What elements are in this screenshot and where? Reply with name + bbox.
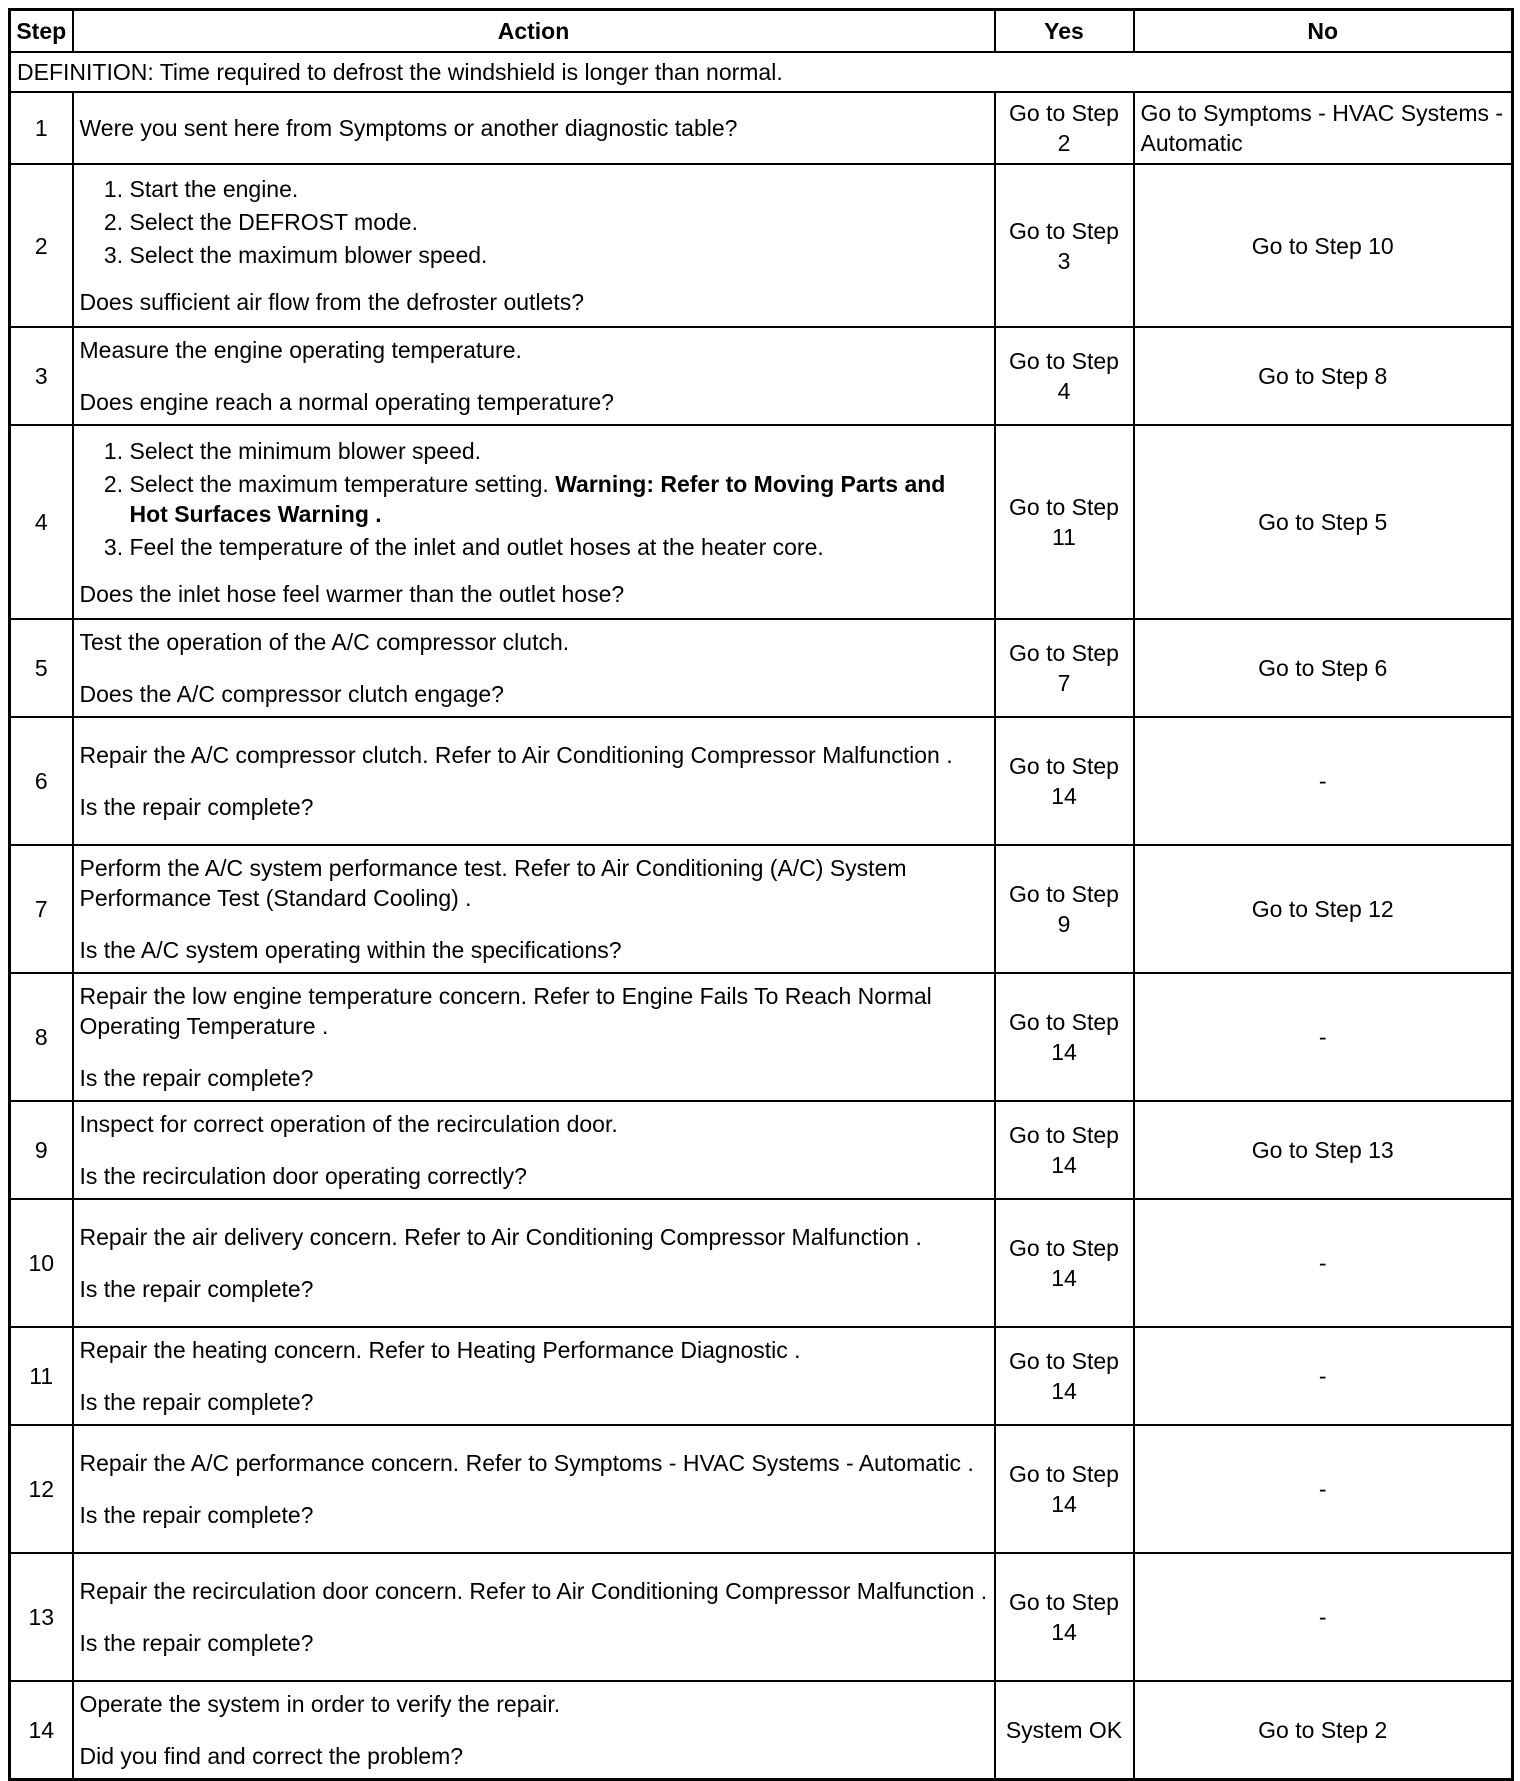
action-text: Repair the A/C performance concern. Refer to Symptoms - HVAC Systems - Automatic . [79,1450,974,1476]
step-number: 10 [10,1199,73,1327]
table-row [10,327,1513,425]
table-row [10,425,1513,619]
step-number: 8 [10,973,73,1101]
yes-cell: Go to Step 14 [995,973,1134,1101]
table-row [10,973,1513,1101]
action-list [80,436,988,562]
yes-cell: Go to Step 14 [995,1199,1134,1327]
question-text: Is the repair complete? [79,1276,314,1302]
question-text: Is the recirculation door operating correctly? [79,1163,527,1189]
yes-cell: Go to Step 14 [995,1101,1134,1199]
diagnostic-table [8,8,1514,1781]
step-number: 14 [10,1681,73,1779]
action-text: Repair the air delivery concern. Refer to Air Conditioning Compressor Malfunction . [79,1224,922,1250]
no-cell: - [1134,1327,1513,1425]
yes-cell: Go to Step 11 [995,425,1134,619]
yes-cell: Go to Step 9 [995,845,1134,973]
list-item: 1. Start the engine. [130,174,988,204]
action-text: Measure the engine operating temperature. [79,337,522,363]
action-cell [73,1199,995,1327]
step-number: 1 [10,92,73,164]
table-row [10,1199,1513,1327]
question-text: Did you find and correct the problem? [79,1742,464,1769]
action-text: Test the operation of the A/C compressor clutch. [79,629,570,655]
yes-cell: Go to Step 14 [995,1425,1134,1553]
step-number: 13 [10,1553,73,1681]
yes-cell: Go to Step 4 [995,327,1134,425]
question-text: Is the repair complete? [79,1630,314,1656]
action-cell [73,717,995,845]
step-number: 4 [10,425,73,619]
step-number: 9 [10,1101,73,1199]
action-cell [73,845,995,973]
no-cell: Go to Step 6 [1134,619,1513,717]
question-text: Is the A/C system operating within the specifications? [79,937,622,963]
no-cell: Go to Step 2 [1134,1681,1513,1779]
action-cell [73,619,995,717]
action-text: Inspect for correct operation of the recirculation door. [79,1111,618,1137]
action-cell [73,92,995,164]
table-row [10,1327,1513,1425]
step-number: 3 [10,327,73,425]
question-text: Does sufficient air flow from the defroster outlets? [79,289,585,315]
step-number: 7 [10,845,73,973]
yes-cell: Go to Step 2 [995,92,1134,164]
warning-link[interactable]: Warning: Refer to Moving Parts and Hot Surfaces Warning . [129,470,946,527]
table-row [10,845,1513,973]
question-text: Does the A/C compressor clutch engage? [79,681,504,707]
yes-cell: Go to Step 14 [995,1327,1134,1425]
no-cell: Go to Step 12 [1134,845,1513,973]
action-cell [73,1681,995,1779]
step-number: 2 [10,164,73,327]
action-cell [73,1101,995,1199]
definition-text: DEFINITION: Time required to defrost the windshield is longer than normal. [10,52,1513,92]
list-item: 2. Select the DEFROST mode. [130,207,988,237]
action-text: Repair the heating concern. Refer to Heating Performance Diagnostic . [79,1337,801,1363]
header-step: Step [10,10,73,53]
question-text: Does engine reach a normal operating temperature? [79,389,614,415]
question-text: Is the repair complete? [79,1502,314,1528]
header-action: Action [73,10,995,53]
table-row [10,92,1513,164]
step-number: 11 [10,1327,73,1425]
question-text: Is the repair complete? [79,794,314,820]
table-row [10,1425,1513,1553]
yes-cell: Go to Step 7 [995,619,1134,717]
action-text: Operate the system in order to verify the repair. [79,1690,561,1717]
no-cell: Go to Step 13 [1134,1101,1513,1199]
list-item-text: Select the maximum temperature setting. [129,470,549,497]
no-cell: - [1134,973,1513,1101]
no-cell: Go to Symptoms - HVAC Systems - Automatic [1134,92,1513,164]
header-no: No [1134,10,1513,53]
definition-row [10,52,1513,92]
header-yes: Yes [995,10,1134,53]
yes-cell: Go to Step 14 [995,1553,1134,1681]
table-row [10,717,1513,845]
yes-cell: Go to Step 3 [995,164,1134,327]
no-cell: Go to Step 5 [1134,425,1513,619]
table-row [10,1681,1513,1779]
action-cell [73,1553,995,1681]
no-cell: - [1134,1553,1513,1681]
action-text: Repair the A/C compressor clutch. Refer to Air Conditioning Compressor Malfunction . [79,742,953,768]
action-cell [73,973,995,1101]
step-number: 5 [10,619,73,717]
action-cell [73,425,995,619]
action-cell [73,1425,995,1553]
list-item: 1. Select the minimum blower speed. [130,436,988,466]
action-cell [73,327,995,425]
header-row [10,10,1513,53]
table-row [10,164,1513,327]
action-list [80,174,988,270]
step-number: 6 [10,717,73,845]
action-text: Perform the A/C system performance test. Refer to Air Conditioning (A/C) System Performance Test (Standard Cooling) . [79,855,907,911]
action-cell [73,164,995,327]
table-row [10,619,1513,717]
action-text: Were you sent here from Symptoms or another diagnostic table? [79,115,738,141]
no-cell: - [1134,717,1513,845]
question-text: Does the inlet hose feel warmer than the outlet hose? [79,580,625,607]
step-number: 12 [10,1425,73,1553]
list-item: 3. Select the maximum blower speed. [130,240,988,270]
yes-cell: System OK [995,1681,1134,1779]
question-text: Is the repair complete? [79,1389,314,1415]
yes-cell: Go to Step 14 [995,717,1134,845]
no-cell: - [1134,1199,1513,1327]
question-text: Is the repair complete? [79,1065,314,1091]
action-text: Repair the low engine temperature concern. Refer to Engine Fails To Reach Normal Operating Temperature . [79,983,932,1039]
action-cell [73,1327,995,1425]
no-cell: Go to Step 8 [1134,327,1513,425]
no-cell: - [1134,1425,1513,1553]
table-row [10,1101,1513,1199]
no-cell: Go to Step 10 [1134,164,1513,327]
list-item: 3. Feel the temperature of the inlet and outlet hoses at the heater core. [130,532,988,562]
action-text: Repair the recirculation door concern. Refer to Air Conditioning Compressor Malfunction . [79,1578,988,1604]
table-row [10,1553,1513,1681]
list-item [130,469,988,529]
